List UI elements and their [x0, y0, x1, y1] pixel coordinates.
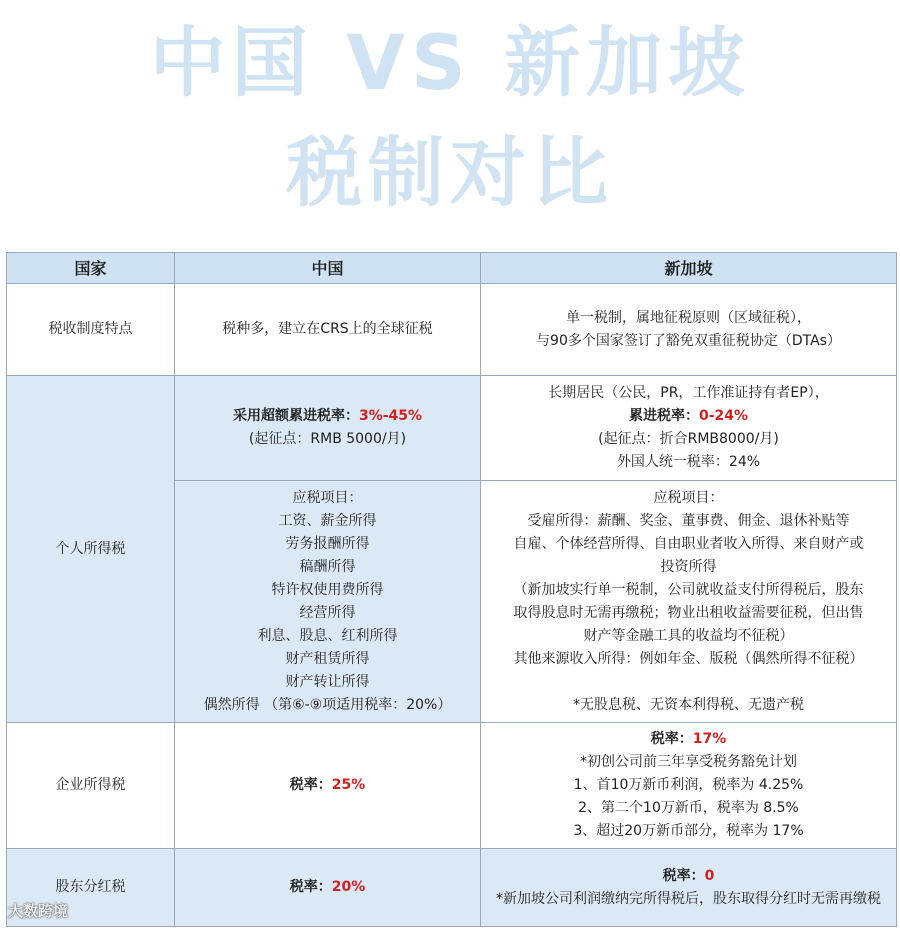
- singapore-personal-items: [481, 481, 897, 723]
- list-item: 经营所得: [299, 604, 356, 621]
- sg-system-line1: 单一税制，属地征税原则（区域征税），: [566, 309, 811, 326]
- list-item: 其他来源收入所得：例如年金、版税（偶然所得不征税）: [513, 650, 864, 667]
- china-dividend: [175, 849, 481, 927]
- list-item: 劳务报酬所得: [285, 535, 370, 552]
- singapore-corporate: [481, 723, 897, 849]
- table-row-dividend: [7, 849, 897, 927]
- sg-system-line2: 与90多个国家签订了豁免双重征税协定（DTAs）: [536, 332, 841, 349]
- sg-personal-foreign: 外国人统一税率：24%: [616, 454, 761, 470]
- list-item: *无股息税、无资本利得税、无遗产税: [573, 696, 804, 713]
- row-label-personal: 个人所得税: [7, 376, 175, 723]
- sg-personal-rate-line: [485, 405, 892, 428]
- table-row-corporate: [7, 723, 897, 849]
- china-corporate-rate: 25%: [331, 777, 366, 793]
- tax-comparison-table: [6, 252, 897, 927]
- watermark: 大数跨境: [8, 902, 69, 920]
- singapore-system: [481, 284, 897, 376]
- list-item: 应税项目：: [653, 489, 724, 506]
- china-system: 税种多，建立在CRS上的全球征税: [175, 284, 481, 376]
- list-item: *初创公司前三年享受税务豁免计划: [580, 754, 797, 770]
- china-corporate-prefix: 税率：: [289, 777, 332, 793]
- china-corporate: [175, 723, 481, 849]
- list-item: 1、首10万新币利润，税率为 4.25%: [573, 777, 804, 793]
- row-label-corporate: 企业所得税: [7, 723, 175, 849]
- sg-personal-threshold: (起征点：折合RMB8000/月): [598, 431, 779, 447]
- sg-corporate-rate-line: [485, 728, 892, 751]
- list-item: （新加坡实行单一税制，公司就收益支付所得税后，股东: [513, 581, 864, 598]
- list-item: 3、超过20万新币部分，税率为 17%: [573, 823, 804, 839]
- list-item: 投资所得: [660, 558, 717, 575]
- list-item: 利息、股息、红利所得: [257, 627, 398, 644]
- china-personal-rate-line: [179, 405, 476, 428]
- list-item: 受雇所得：薪酬、奖金、董事费、佣金、退休补贴等: [527, 512, 850, 529]
- page-title-line2: 税制对比: [286, 128, 614, 217]
- china-personal-threshold: (起征点：RMB 5000/月): [248, 431, 407, 447]
- sg-personal-line1: 长期居民（公民，PR，工作准证持有者EP），: [548, 385, 829, 401]
- china-personal-rate-value: 3%-45%: [358, 408, 423, 424]
- china-dividend-rate: 20%: [331, 879, 366, 895]
- sg-dividend-prefix: 税率：: [662, 867, 705, 884]
- list-item: 财产等金融工具的收益均不征税）: [583, 627, 794, 644]
- sg-corporate-rate: 17%: [692, 731, 727, 747]
- row-label-system: 税收制度特点: [7, 284, 175, 376]
- list-item: 自雇、个体经营所得、自由职业者收入所得、来自财产或: [513, 535, 864, 552]
- header-country: 国家: [7, 253, 175, 284]
- sg-personal-rate-value: 0-24%: [698, 408, 749, 424]
- list-item: 财产转让所得: [285, 673, 370, 690]
- china-personal-rate: [175, 376, 481, 481]
- sg-corporate-prefix: 税率：: [650, 731, 693, 747]
- china-personal-rate-prefix: 采用超额累进税率：: [232, 408, 359, 424]
- china-dividend-prefix: 税率：: [289, 879, 332, 895]
- list-item-spacer: [485, 671, 892, 694]
- list-item: 应税项目：: [292, 489, 363, 506]
- sg-personal-rate-prefix: 累进税率：: [628, 408, 699, 424]
- sg-dividend-rate: 0: [704, 867, 715, 884]
- china-personal-items: [175, 481, 481, 723]
- list-item: 工资、薪金所得: [278, 512, 377, 529]
- row-label-dividend: 股东分红税: [7, 849, 175, 927]
- page-title-line1: 中国 VS 新加坡: [149, 18, 751, 107]
- sg-dividend-rate-line: [485, 865, 892, 888]
- header-row: [7, 253, 897, 284]
- list-item: 财产租赁所得: [285, 650, 370, 667]
- list-item: 取得股息时无需再缴税；物业出租收益需要征税，但出售: [513, 604, 864, 621]
- table-row-system: [7, 284, 897, 376]
- singapore-personal-rate: [481, 376, 897, 481]
- list-item: 2、第二个10万新币，税率为 8.5%: [578, 800, 799, 816]
- list-item: 特许权使用费所得: [271, 581, 384, 598]
- list-item: 偶然所得 （第⑥-⑨项适用税率：20%）: [203, 696, 452, 713]
- header-china: 中国: [175, 253, 481, 284]
- header-singapore: 新加坡: [481, 253, 897, 284]
- table-row-personal-rate: [7, 376, 897, 481]
- list-item: 稿酬所得: [299, 558, 356, 575]
- singapore-dividend: [481, 849, 897, 927]
- sg-dividend-note: *新加坡公司利润缴纳完所得税后，股东取得分红时无需再缴税: [496, 890, 881, 907]
